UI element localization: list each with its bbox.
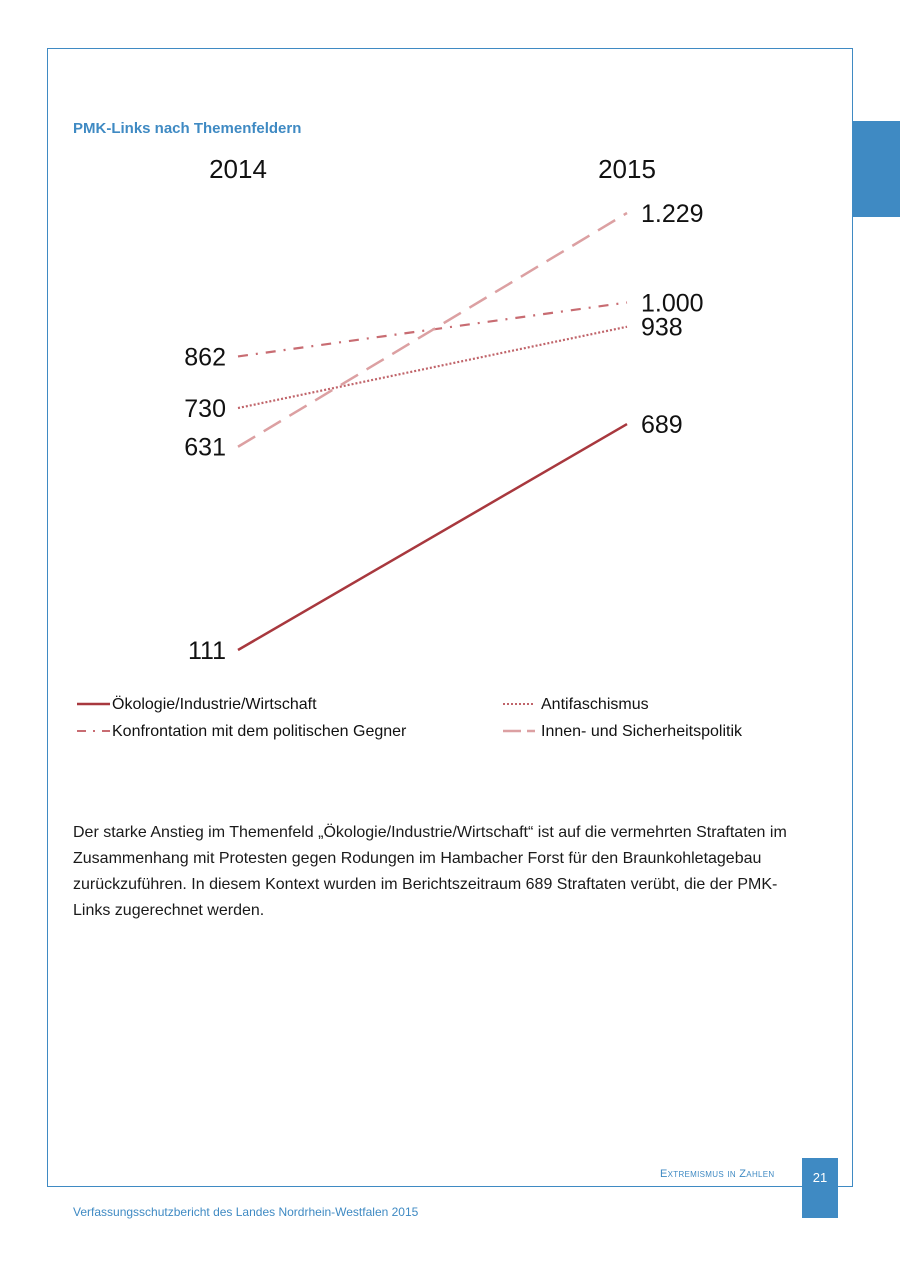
x-label-2014: 2014 (209, 154, 267, 184)
x-label-2015: 2015 (598, 154, 656, 184)
data-label-2014-innen: 631 (184, 433, 226, 462)
series-line-antifaschismus (238, 327, 627, 408)
legend-label-antifaschismus: Antifaschismus (541, 696, 649, 713)
body-paragraph: Der starke Anstieg im Themenfeld „Ökologie/Industrie/Wirtschaft“ ist auf die vermehrten Straftaten im Zusammenhang mit Protesten gegen Rodungen im Hambacher Forst für den Braunkohletagebau zurückzuführen. In diesem Kontext wurden im Berichtszeitraum 689 Straftaten verübt, die der PMK-Links zugerechnet werden. (73, 824, 787, 919)
series-line-innen (238, 213, 627, 447)
chart-title: PMK-Links nach Themenfeldern (73, 120, 302, 137)
running-head: Extremismus in Zahlen (660, 1168, 775, 1180)
page-number: 21 (802, 1158, 838, 1218)
series-line-oekologie (238, 424, 627, 650)
data-label-2015-innen: 1.229 (641, 200, 704, 228)
data-label-2015-konfrontation: 1.000 (641, 289, 704, 318)
data-label-2014-oekologie: 111 (187, 637, 226, 665)
data-label-2014-konfrontation: 862 (184, 343, 226, 372)
data-label-2014-antifaschismus: 730 (184, 395, 226, 424)
legend-label-innen: Innen- und Sicherheitspolitik (541, 723, 743, 740)
legend-label-oekologie: Ökologie/Industrie/Wirtschaft (112, 696, 317, 713)
legend (77, 695, 743, 740)
data-label-2015-oekologie: 689 (641, 411, 683, 440)
data-label-2015-antifaschismus: 938 (641, 313, 683, 342)
series-lines (238, 213, 627, 650)
legend-label-konfrontation: Konfrontation mit dem politischen Gegner (112, 723, 407, 740)
value-labels (184, 200, 703, 665)
publication-title: Verfassungsschutzbericht des Landes Nordrhein-Westfalen 2015 (73, 1205, 419, 1219)
